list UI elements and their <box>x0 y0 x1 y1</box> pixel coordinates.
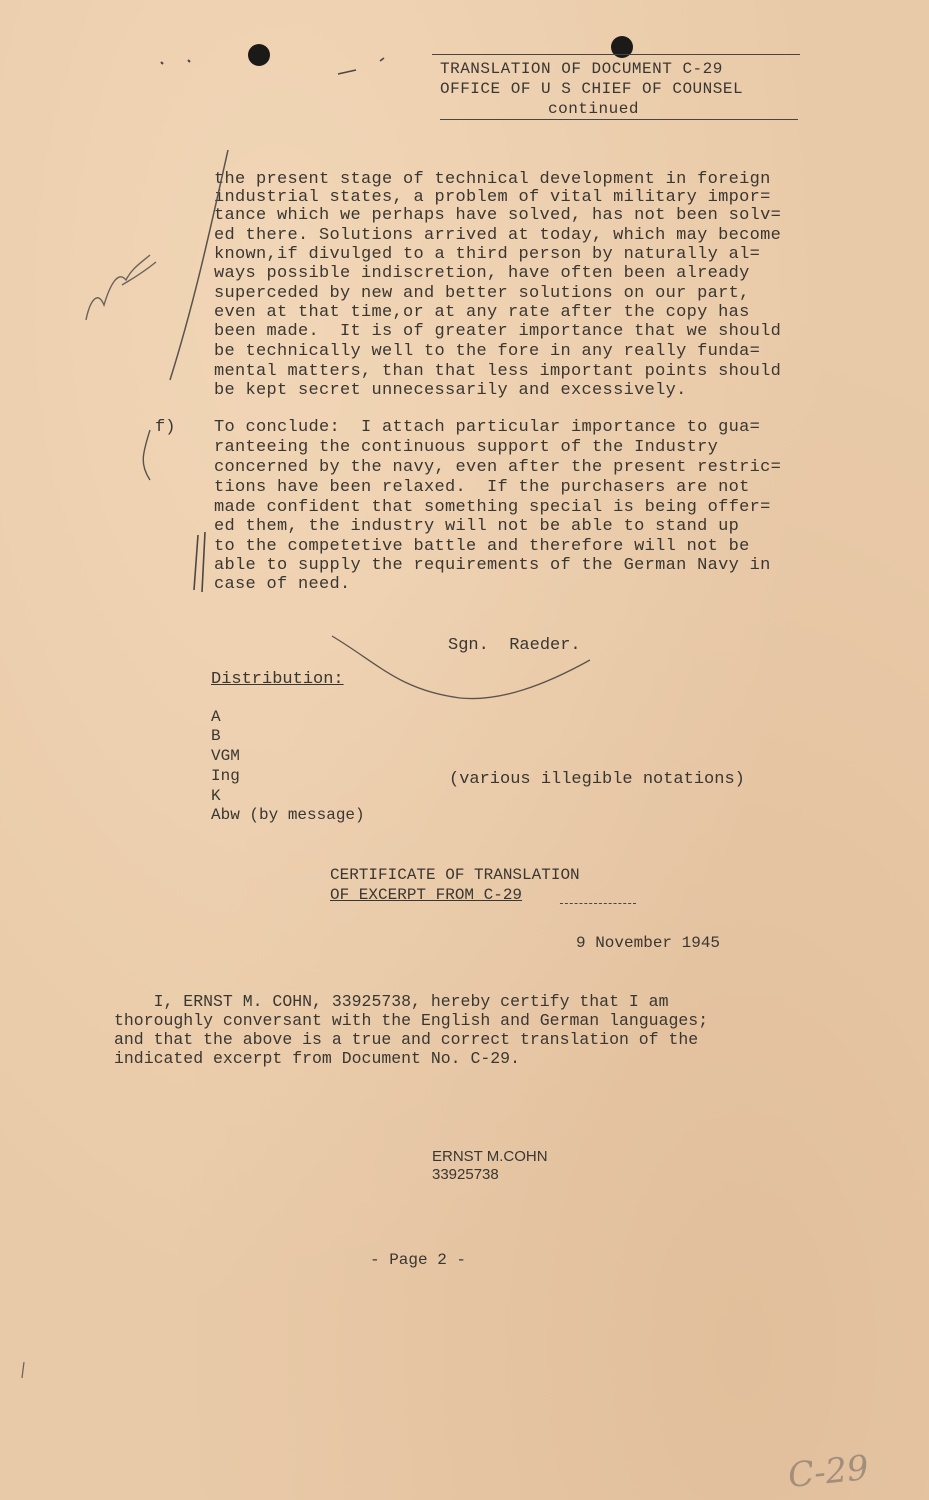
section-f-line: made confident that something special is being offer= <box>214 498 771 517</box>
body-line: known,if divulged to a third person by naturally al= <box>214 245 761 264</box>
body-line: ed there. Solutions arrived at today, which may become <box>214 226 782 245</box>
certificate-subtitle: OF EXCERPT FROM C-29 <box>330 886 523 904</box>
section-f-line: case of need. <box>214 575 351 594</box>
section-bracket <box>143 430 150 480</box>
stray-mark <box>22 1362 24 1378</box>
section-f-line: able to supply the requirements of the German Navy in <box>214 556 771 575</box>
margin-scribble <box>86 255 156 320</box>
margin-bracket-line <box>170 150 228 380</box>
body-line: ways possible indiscretion, have often been already <box>214 264 750 283</box>
distribution-item: K <box>211 787 221 805</box>
header-title: TRANSLATION OF DOCUMENT C-29 <box>440 60 723 78</box>
body-line: tance which we perhaps have solved, has not been solv= <box>214 206 782 225</box>
section-f-line: concerned by the navy, even after the present restric= <box>214 458 782 477</box>
certificate-text-line: I, ERNST M. COHN, 33925738, hereby certify that I am <box>114 992 669 1011</box>
certificate-title: CERTIFICATE OF TRANSLATION <box>330 866 580 884</box>
section-f-line: ed them, the industry will not be able to stand up <box>214 517 740 536</box>
distribution-item: B <box>211 727 221 745</box>
body-line: mental matters, than that less important points should <box>214 362 782 381</box>
certificate-text-line: indicated excerpt from Document No. C-29. <box>114 1049 520 1068</box>
page-number: - Page 2 - <box>370 1251 467 1269</box>
body-line: the present stage of technical development in foreign <box>214 170 771 189</box>
signer-name: ERNST M.COHN <box>432 1148 548 1165</box>
signature: Sgn. Raeder. <box>448 636 581 655</box>
distribution-item: Abw (by message) <box>211 806 365 824</box>
header-continued: continued <box>548 100 639 118</box>
body-line: industrial states, a problem of vital military impor= <box>214 188 771 207</box>
distribution-label: Distribution: <box>211 670 344 689</box>
body-line: even at that time,or at any rate after the copy has <box>214 303 750 322</box>
distribution-note: (various illegible notations) <box>449 770 745 789</box>
distribution-item: A <box>211 708 221 726</box>
top-dashes <box>338 58 384 74</box>
handwritten-document-mark: C-29 <box>786 1447 871 1497</box>
signer-number: 33925738 <box>432 1166 499 1183</box>
section-f-line: to the competetive battle and therefore will not be <box>214 537 750 556</box>
section-marker: f) <box>155 418 176 437</box>
header-office: OFFICE OF U S CHIEF OF COUNSEL <box>440 80 744 98</box>
certificate-text-line: and that the above is a true and correct translation of the <box>114 1030 699 1049</box>
section-f-line: ranteeing the continuous support of the Industry <box>214 438 719 457</box>
certificate-date: 9 November 1945 <box>576 934 721 952</box>
section-f-line: To conclude: I attach particular importance to gua= <box>214 418 761 437</box>
body-line: been made. It is of greater importance that we should <box>214 322 782 341</box>
certificate-text-line: thoroughly conversant with the English and German languages; <box>114 1011 709 1030</box>
distribution-item: VGM <box>211 747 240 765</box>
signature-swoop <box>332 636 590 699</box>
body-line: superceded by new and better solutions on our part, <box>214 284 750 303</box>
body-line: be technically well to the fore in any really funda= <box>214 342 761 361</box>
double-margin-line <box>194 532 205 592</box>
top-dots <box>161 60 190 64</box>
section-f-line: tions have been relaxed. If the purchasers are not <box>214 478 750 497</box>
distribution-item: Ing <box>211 767 240 785</box>
body-line: be kept secret unnecessarily and excessively. <box>214 381 687 400</box>
